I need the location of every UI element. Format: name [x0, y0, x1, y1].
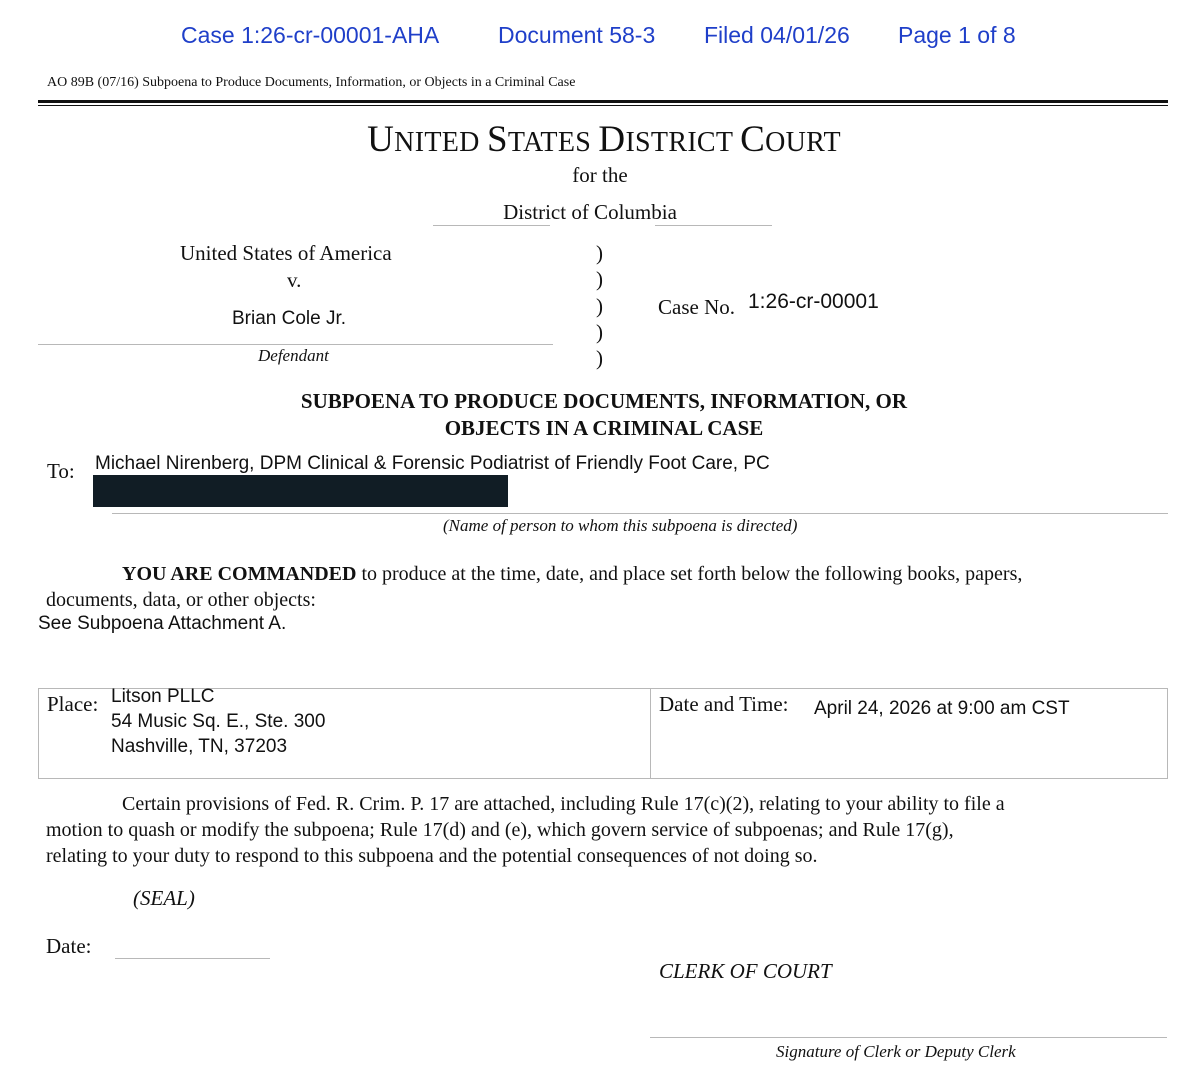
header-rule-thin	[38, 105, 1168, 106]
signature-caption: Signature of Clerk or Deputy Clerk	[776, 1042, 1016, 1061]
caption-bracket: )	[596, 346, 603, 370]
ecf-page-number: Page 1 of 8	[898, 22, 1016, 48]
header-rule-thick	[38, 100, 1168, 103]
plaintiff-name: United States of America	[180, 241, 392, 265]
defendant-name: Brian Cole Jr.	[232, 308, 347, 329]
place-date-divider	[650, 688, 651, 778]
ecf-filed-date: Filed 04/01/26	[704, 22, 850, 48]
recipient-caption: (Name of person to whom this subpoena is directed)	[443, 516, 798, 535]
place-line: Nashville, TN, 37203	[111, 736, 288, 757]
provisions-line1: Certain provisions of Fed. R. Crim. P. 17 are attached, including Rule 17(c)(2), relating to your ability to file a	[122, 793, 1005, 815]
command-items: See Subpoena Attachment A.	[38, 613, 287, 634]
case-no-label: Case No.	[658, 295, 735, 319]
to-label: To:	[47, 459, 75, 483]
redaction-bar	[93, 475, 508, 507]
place-line: 54 Music Sq. E., Ste. 300	[111, 711, 326, 732]
court-title: UNITED STATES DISTRICT COURT	[367, 119, 841, 160]
recipient-name: Michael Nirenberg, DPM Clinical & Forensic Podiatrist of Friendly Foot Care, PC	[95, 453, 770, 474]
provisions-line3: relating to your duty to respond to this subpoena and the potential consequences of not doing so.	[46, 845, 818, 867]
place-line: Litson PLLC	[111, 686, 215, 707]
date-label: Date:	[46, 934, 92, 958]
for-the-label: for the	[572, 163, 628, 187]
caption-bracket: )	[596, 267, 603, 291]
signature-line	[650, 1037, 1167, 1038]
caption-bracket: )	[596, 294, 603, 318]
date-time-label: Date and Time:	[659, 692, 789, 716]
provisions-line2: motion to quash or modify the subpoena; Rule 17(d) and (e), which govern service of subpoenas; and Rule 17(g),	[46, 819, 954, 841]
district-name: District of Columbia	[503, 200, 677, 224]
seal-label: (SEAL)	[133, 886, 195, 910]
subpoena-heading-line1: SUBPOENA TO PRODUCE DOCUMENTS, INFORMATION, OR	[300, 389, 908, 413]
date-underline	[115, 958, 270, 959]
defendant-label: Defendant	[258, 346, 329, 365]
clerk-of-court-label: CLERK OF COURT	[659, 959, 832, 983]
subpoena-heading-line2: OBJECTS IN A CRIMINAL CASE	[444, 416, 764, 440]
place-label: Place:	[47, 692, 99, 716]
command-line2: documents, data, or other objects:	[46, 589, 316, 611]
caption-bracket: )	[596, 320, 603, 344]
date-time-value: April 24, 2026 at 9:00 am CST	[814, 698, 1070, 719]
ecf-document-number: Document 58-3	[498, 22, 656, 48]
defendant-underline	[38, 344, 553, 345]
recipient-underline	[112, 513, 1168, 514]
case-no-value: 1:26-cr-00001	[748, 290, 879, 313]
district-underline-right	[655, 225, 772, 226]
ecf-case-number: Case 1:26-cr-00001-AHA	[181, 22, 440, 48]
versus-label: v.	[287, 268, 302, 292]
command-line1: YOU ARE COMMANDED to produce at the time, date, and place set forth below the following books, papers,	[122, 563, 1023, 585]
district-underline-left	[433, 225, 550, 226]
form-identifier: AO 89B (07/16) Subpoena to Produce Documents, Information, or Objects in a Criminal Case	[47, 75, 576, 90]
caption-bracket: )	[596, 241, 603, 265]
